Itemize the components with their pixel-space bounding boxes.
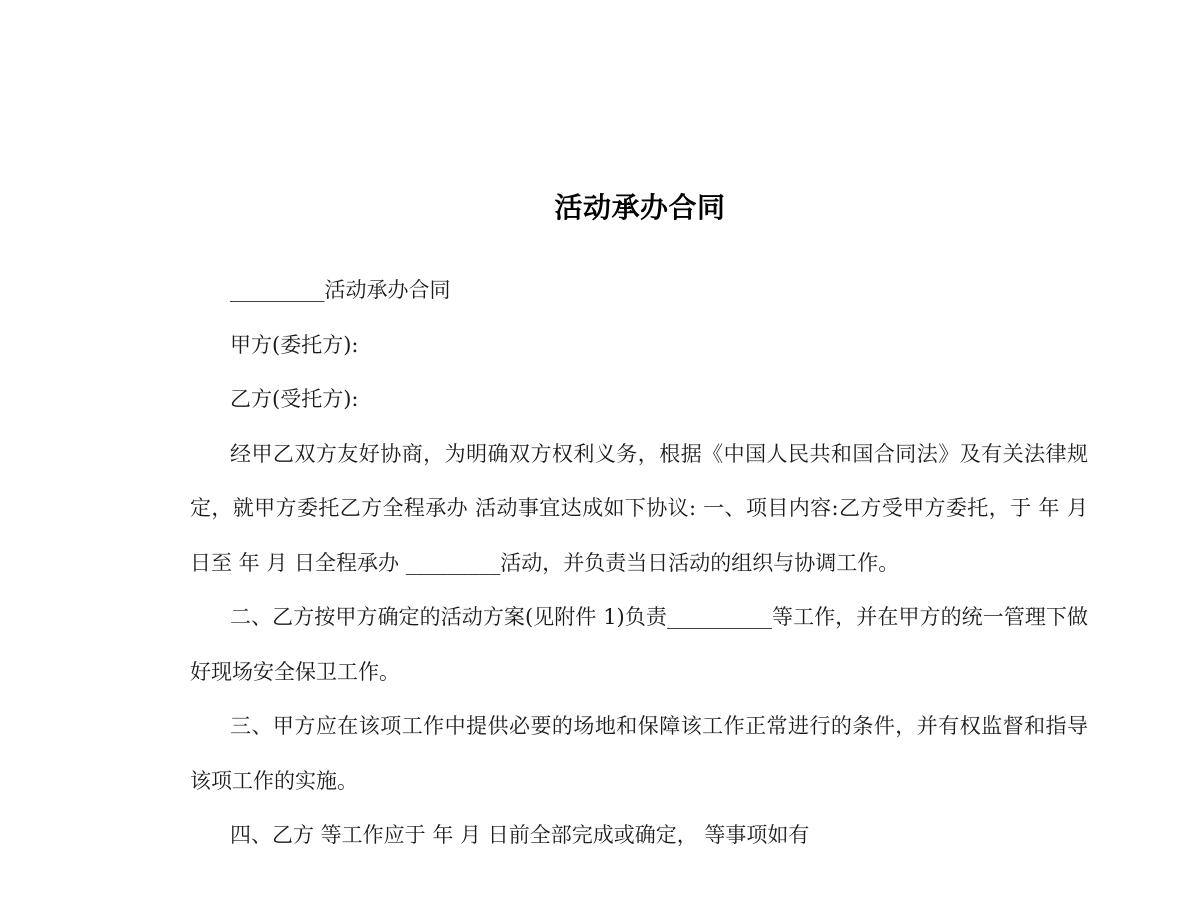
paragraph-clause-2: 二、乙方按甲方确定的活动方案(见附件 1)负责__________等工作，并在甲方的统一管理下做好现场安全保卫工作。 [190,605,1088,684]
document-body [190,263,1088,863]
paragraph-contract-name: _________活动承办合同 [230,278,451,302]
document-title: 活动承办合同 [554,191,726,224]
paragraph-preamble: 经甲乙双方友好协商，为明确双方权利义务，根据《中国人民共和国合同法》及有关法律规定，就甲方委托乙方全程承办 活动事宜达成如下协议: 一、项目内容:乙方受甲方委托，于 年 月 日至 年 月 日全程承办 _________活动，并负责当日活动的组织与协调工作。 [190,441,1088,575]
paragraph-party-b: 乙方(受托方): [230,387,359,411]
paragraph-clause-3: 三、甲方应在该项工作中提供必要的场地和保障该工作正常进行的条件，并有权监督和指导该项工作的实施。 [190,714,1088,793]
paragraph-party-a: 甲方(委托方): [230,332,359,357]
paragraph-clause-4: 四、乙方 等工作应于 年 月 日前全部完成或确定， 等事项如有 [230,823,810,847]
